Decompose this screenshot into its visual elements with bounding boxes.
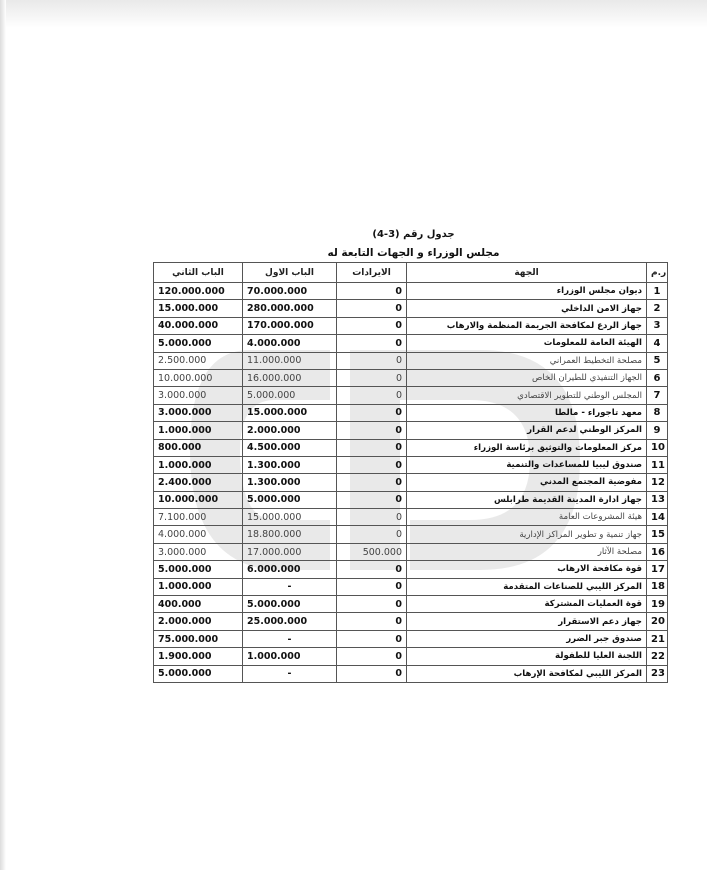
cell-row-no: 18	[647, 578, 668, 595]
cell-revenues: 0	[337, 474, 407, 491]
cell-revenues: 0	[337, 578, 407, 595]
table-row	[154, 352, 668, 369]
cell-revenues: 0	[337, 561, 407, 578]
cell-entity: قوة العمليات المشتركة	[407, 596, 647, 613]
table-row	[154, 283, 668, 300]
cell-entity: المجلس الوطني للتطوير الاقتصادي	[407, 387, 647, 404]
table-row	[154, 561, 668, 578]
cell-row-no: 5	[647, 352, 668, 369]
cell-chapter1: 6.000.000	[243, 561, 337, 578]
cell-entity: المركز الليبي للصناعات المتقدمة	[407, 578, 647, 595]
cell-entity: جهاز ادارة المدينة القديمة طرابلس	[407, 491, 647, 508]
cell-entity: صندوق ليبيا للمساعدات والتنمية	[407, 456, 647, 473]
table-row	[154, 526, 668, 543]
cell-entity: هيئة المشروعات العامة	[407, 509, 647, 526]
table-header-row	[154, 263, 668, 283]
cell-row-no: 1	[647, 283, 668, 300]
cell-chapter2: 3.000.000	[154, 543, 243, 560]
cell-entity: معهد تاجوراء - مالطا	[407, 404, 647, 421]
cell-entity: الجهاز التنفيذي للطيران الخاص	[407, 369, 647, 386]
cell-chapter1: -	[243, 578, 337, 595]
cell-row-no: 20	[647, 613, 668, 630]
scan-top-shadow	[0, 0, 707, 28]
header-chapter1: الباب الاول	[243, 263, 337, 283]
table-row	[154, 648, 668, 665]
cell-chapter2: 2.500.000	[154, 352, 243, 369]
cell-row-no: 22	[647, 648, 668, 665]
cell-chapter2: 10.000.000	[154, 491, 243, 508]
table-row	[154, 300, 668, 317]
cell-revenues: 0	[337, 491, 407, 508]
cell-revenues: 0	[337, 665, 407, 682]
cell-chapter2: 3.000.000	[154, 404, 243, 421]
cell-chapter2: 800.000	[154, 439, 243, 456]
cell-chapter2: 1.000.000	[154, 456, 243, 473]
table-row	[154, 387, 668, 404]
cell-chapter1: 5.000.000	[243, 387, 337, 404]
cell-row-no: 19	[647, 596, 668, 613]
cell-chapter1: 280.000.000	[243, 300, 337, 317]
cell-revenues: 0	[337, 352, 407, 369]
cell-row-no: 13	[647, 491, 668, 508]
cell-chapter1: 15.000.000	[243, 509, 337, 526]
cell-entity: مصلحة التخطيط العمراني	[407, 352, 647, 369]
cell-revenues: 0	[337, 387, 407, 404]
table-row	[154, 491, 668, 508]
table-row	[154, 404, 668, 421]
cell-revenues: 0	[337, 404, 407, 421]
cell-chapter1: 1.000.000	[243, 648, 337, 665]
cell-revenues: 0	[337, 648, 407, 665]
cell-chapter2: 15.000.000	[154, 300, 243, 317]
cell-chapter2: 10.000.000	[154, 369, 243, 386]
table-row	[154, 578, 668, 595]
cell-row-no: 6	[647, 369, 668, 386]
cell-row-no: 3	[647, 317, 668, 334]
cell-chapter2: 120.000.000	[154, 283, 243, 300]
cell-revenues: 0	[337, 317, 407, 334]
header-entity: الجهة	[407, 263, 647, 283]
cell-entity: جهاز تنمية و تطوير المراكز الإدارية	[407, 526, 647, 543]
cell-revenues: 500.000	[337, 543, 407, 560]
cell-row-no: 23	[647, 665, 668, 682]
cell-entity: جهاز دعم الاستقرار	[407, 613, 647, 630]
cell-row-no: 16	[647, 543, 668, 560]
table-row	[154, 543, 668, 560]
cell-chapter1: 5.000.000	[243, 491, 337, 508]
cell-chapter2: 1.000.000	[154, 422, 243, 439]
cell-chapter2: 4.000.000	[154, 526, 243, 543]
table-row	[154, 369, 668, 386]
cell-chapter1: 4.500.000	[243, 439, 337, 456]
cell-revenues: 0	[337, 630, 407, 647]
table-row	[154, 613, 668, 630]
cell-chapter1: -	[243, 630, 337, 647]
cell-revenues: 0	[337, 439, 407, 456]
cell-row-no: 14	[647, 509, 668, 526]
cell-entity: قوة مكافحة الارهاب	[407, 561, 647, 578]
cell-chapter1: 2.000.000	[243, 422, 337, 439]
cell-revenues: 0	[337, 613, 407, 630]
cell-chapter2: 75.000.000	[154, 630, 243, 647]
cell-revenues: 0	[337, 456, 407, 473]
table-row	[154, 474, 668, 491]
table-row	[154, 439, 668, 456]
cell-chapter1: 11.000.000	[243, 352, 337, 369]
cell-chapter2: 5.000.000	[154, 665, 243, 682]
cell-chapter2: 1.000.000	[154, 578, 243, 595]
cell-chapter1: 70.000.000	[243, 283, 337, 300]
cell-entity: المركز الوطني لدعم القرار	[407, 422, 647, 439]
cell-entity: المركز الليبي لمكافحة الإرهاب	[407, 665, 647, 682]
cell-row-no: 21	[647, 630, 668, 647]
cell-chapter2: 3.000.000	[154, 387, 243, 404]
cell-revenues: 0	[337, 300, 407, 317]
cell-entity: ديوان مجلس الوزراء	[407, 283, 647, 300]
header-chapter2: الباب الثاني	[154, 263, 243, 283]
cell-chapter1: 18.800.000	[243, 526, 337, 543]
cell-entity: مصلحة الآثار	[407, 543, 647, 560]
cell-chapter1: 25.000.000	[243, 613, 337, 630]
cell-entity: مركز المعلومات والتوثيق برئاسة الوزراء	[407, 439, 647, 456]
scan-left-shadow	[0, 0, 6, 870]
table-subtitle: مجلس الوزراء و الجهات التابعة له	[327, 247, 500, 259]
cell-revenues: 0	[337, 283, 407, 300]
cell-revenues: 0	[337, 422, 407, 439]
table-row	[154, 422, 668, 439]
table-caption: جدول رقم (3-4)	[372, 229, 455, 240]
cell-revenues: 0	[337, 335, 407, 352]
cell-chapter2: 40.000.000	[154, 317, 243, 334]
header-row-no: ر.م	[647, 263, 668, 283]
cell-row-no: 4	[647, 335, 668, 352]
cell-chapter1: -	[243, 665, 337, 682]
cell-chapter2: 5.000.000	[154, 335, 243, 352]
cell-chapter2: 2.400.000	[154, 474, 243, 491]
cell-chapter2: 5.000.000	[154, 561, 243, 578]
cell-row-no: 12	[647, 474, 668, 491]
cell-entity: جهاز الردع لمكافحة الجريمة المنظمة والارهاب	[407, 317, 647, 334]
cell-chapter2: 1.900.000	[154, 648, 243, 665]
cell-chapter1: 4.000.000	[243, 335, 337, 352]
cell-revenues: 0	[337, 596, 407, 613]
cell-entity: جهاز الامن الداخلي	[407, 300, 647, 317]
table-row	[154, 317, 668, 334]
cell-row-no: 17	[647, 561, 668, 578]
cell-chapter1: 170.000.000	[243, 317, 337, 334]
cell-revenues: 0	[337, 526, 407, 543]
cell-row-no: 8	[647, 404, 668, 421]
cell-entity: الهيئة العامة للمعلومات	[407, 335, 647, 352]
cell-row-no: 9	[647, 422, 668, 439]
cell-chapter2: 2.000.000	[154, 613, 243, 630]
table-row	[154, 509, 668, 526]
cell-chapter2: 7.100.000	[154, 509, 243, 526]
table-row	[154, 335, 668, 352]
cell-entity: اللجنة العليا للطفولة	[407, 648, 647, 665]
table-row	[154, 596, 668, 613]
table-row	[154, 456, 668, 473]
table-row	[154, 665, 668, 682]
budget-table	[153, 262, 668, 683]
cell-row-no: 2	[647, 300, 668, 317]
header-revenues: الايرادات	[337, 263, 407, 283]
cell-chapter1: 5.000.000	[243, 596, 337, 613]
cell-row-no: 10	[647, 439, 668, 456]
cell-chapter1: 17.000.000	[243, 543, 337, 560]
cell-row-no: 7	[647, 387, 668, 404]
table-row	[154, 630, 668, 647]
cell-chapter1: 1.300.000	[243, 456, 337, 473]
cell-chapter1: 16.000.000	[243, 369, 337, 386]
cell-chapter1: 15.000.000	[243, 404, 337, 421]
cell-revenues: 0	[337, 369, 407, 386]
cell-row-no: 11	[647, 456, 668, 473]
cell-chapter1: 1.300.000	[243, 474, 337, 491]
cell-entity: صندوق جبر الضرر	[407, 630, 647, 647]
cell-row-no: 15	[647, 526, 668, 543]
cell-revenues: 0	[337, 509, 407, 526]
cell-entity: مفوضية المجتمع المدني	[407, 474, 647, 491]
cell-chapter2: 400.000	[154, 596, 243, 613]
